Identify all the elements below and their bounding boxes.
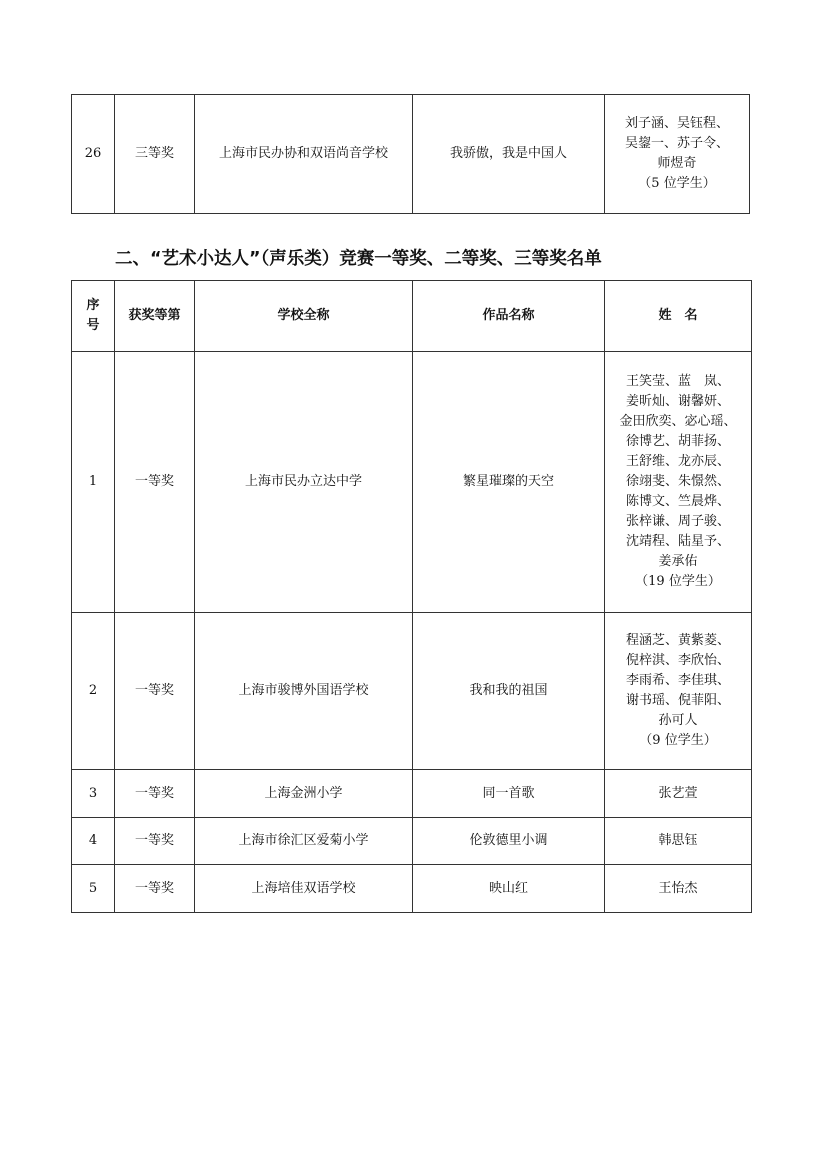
name-line: 谢书瑶、倪菲阳、 (625, 693, 730, 708)
school-name: 上海金洲小学 (195, 770, 413, 818)
row-number: 1 (72, 352, 115, 613)
school-name: 上海市徐汇区爱菊小学 (195, 818, 413, 865)
award-level: 一等奖 (115, 770, 195, 818)
student-count: （9 位学生） (639, 733, 717, 748)
name-line: 王舒维、龙亦辰、 (625, 454, 730, 469)
vocal-award-table (71, 280, 752, 913)
name-line: 陈博文、竺晨烨、 (625, 494, 730, 509)
name-line: 吴鋆一、苏子令、 (624, 136, 729, 151)
name-line: 徐翊斐、朱憬然、 (625, 474, 730, 489)
name-line: 程涵芝、黄紫菱、 (625, 633, 730, 648)
name-line: 王笑莹、蓝 岚、 (625, 374, 730, 389)
work-title: 映山红 (413, 865, 605, 913)
work-title: 我和我的祖国 (413, 613, 605, 770)
school-name: 上海市民办立达中学 (195, 352, 413, 613)
table-row (72, 95, 750, 214)
student-names: 王怡杰 (605, 865, 752, 913)
school-name: 上海市民办协和双语尚音学校 (195, 95, 413, 214)
table-row (72, 818, 752, 865)
award-level: 一等奖 (115, 865, 195, 913)
work-title: 同一首歌 (413, 770, 605, 818)
name-line: 孙可人 (658, 713, 698, 728)
award-level: 一等奖 (115, 613, 195, 770)
row-number: 2 (72, 613, 115, 770)
name-line: 李雨希、李佳琪、 (625, 673, 730, 688)
name-line: 张梓谦、周子骏、 (625, 514, 730, 529)
header-name: 姓 名 (605, 281, 752, 352)
row-number: 3 (72, 770, 115, 818)
name-line: 姜承佑 (658, 554, 698, 569)
section-title: 二、“艺术小达人”（声乐类）竞赛一等奖、二等奖、三等奖名单 (115, 249, 602, 269)
header-seq-line2: 号 (86, 318, 100, 333)
table-row (72, 770, 752, 818)
school-name: 上海培佳双语学校 (195, 865, 413, 913)
header-work: 作品名称 (413, 281, 605, 352)
award-level: 一等奖 (115, 352, 195, 613)
school-name: 上海市骏博外国语学校 (195, 613, 413, 770)
name-line: 师煜奇 (657, 156, 697, 171)
name-line: 倪梓淇、李欣怡、 (625, 653, 730, 668)
student-names (605, 95, 750, 214)
row-number: 5 (72, 865, 115, 913)
table-row (72, 865, 752, 913)
table-header-row (72, 281, 752, 352)
student-count: （19 位学生） (635, 574, 721, 589)
work-title: 伦敦德里小调 (413, 818, 605, 865)
student-names: 张艺萱 (605, 770, 752, 818)
name-line: 金田欣奕、宓心瑶、 (619, 414, 737, 429)
work-title: 我骄傲，我是中国人 (413, 95, 605, 214)
student-names: 韩思钰 (605, 818, 752, 865)
student-names (605, 613, 752, 770)
award-level: 三等奖 (115, 95, 195, 214)
table-row (72, 613, 752, 770)
award-level: 一等奖 (115, 818, 195, 865)
table-row (72, 352, 752, 613)
header-seq-line1: 序 (86, 298, 100, 313)
name-line: 姜昕灿、谢馨妍、 (625, 394, 730, 409)
row-number: 26 (72, 95, 115, 214)
name-line: 沈靖程、陆星予、 (625, 534, 730, 549)
name-line: 徐博艺、胡菲扬、 (625, 434, 730, 449)
row-number: 4 (72, 818, 115, 865)
student-names (605, 352, 752, 613)
header-seq (72, 281, 115, 352)
work-title: 繁星璀璨的天空 (413, 352, 605, 613)
name-line: 刘子涵、吴钰程、 (624, 116, 729, 131)
header-school: 学校全称 (195, 281, 413, 352)
header-award: 获奖等第 (115, 281, 195, 352)
previous-page-table (71, 94, 750, 214)
student-count: （5 位学生） (638, 176, 716, 191)
